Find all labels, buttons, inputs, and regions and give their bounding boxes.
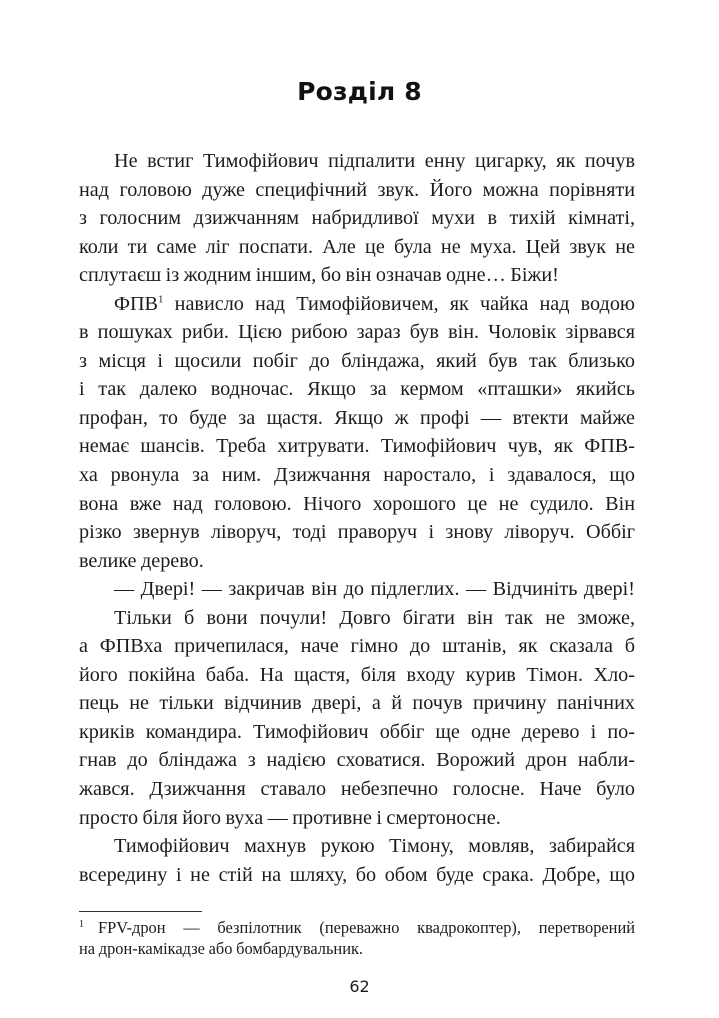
text-line: ха рвонула за ним. Дзижчання наростало, і здавалося, що (79, 464, 635, 487)
page-number: 62 (349, 977, 370, 997)
text-line: просто біля його вуха — противне і смертоносне. (79, 806, 501, 829)
text-line: коли ти саме ліг поспати. Але це була не муха. Цей звук не (79, 235, 635, 258)
text-line (79, 290, 635, 319)
text-line: і так далеко водночас. Якщо за кермом «пташки» якийсь (79, 378, 635, 401)
text-line: немає шансів. Треба хитрувати. Тимофійович чув, як ФПВ- (79, 435, 635, 458)
paragraph (79, 290, 635, 575)
text-line: його покійна баба. На щастя, біля входу курив Тімон. Хло- (79, 663, 635, 686)
text-line: вона вже над головою. Нічого хорошого це не судило. Він (79, 492, 635, 515)
paragraph (79, 832, 635, 889)
body-text (79, 147, 635, 889)
text-line: криків командира. Тимофійович оббіг ще одне дерево і по- (79, 720, 635, 743)
footnote-reference[interactable]: 1 (158, 293, 164, 305)
paragraph (79, 147, 635, 290)
text-line: гнав до бліндажа з надією сховатися. Ворожий дрон набли- (79, 749, 635, 772)
text-line: Не встиг Тимофійович підпалити енну цигарку, як почув (114, 150, 635, 172)
text-line: з голосним дзижчанням набридливої мухи в тихій кімнаті, (79, 207, 635, 230)
footnote-line: на дрон-камікадзе або бомбардувальник. (79, 939, 364, 959)
footnote-separator (79, 911, 202, 912)
text-line: пець не тільки відчинив двері, а й почув причину панічних (79, 692, 635, 715)
paragraph-lead: ФПВ (114, 292, 158, 315)
paragraph-dialogue (79, 575, 635, 604)
footnote (79, 917, 635, 959)
text-line-rest: нависло над Тимофійовичем, як чайка над водою (163, 292, 635, 315)
footnote-text: FPV-дрон — безпілотник (переважно квадрокоптер), перетворений (98, 918, 635, 938)
text-line: над головою дуже специфічний звук. Його можна порівняти (79, 178, 635, 201)
chapter-title: Розділ 8 (297, 77, 422, 106)
text-line: сплутаєш із жодним іншим, бо він означав одне… Біжи! (79, 264, 559, 287)
text-line: всередину і не стій на шляху, бо обом буде срака. Добре, що (79, 863, 635, 886)
paragraph (79, 604, 635, 832)
text-line: з місця і щосили побіг до бліндажа, який був так близько (79, 349, 635, 372)
text-line: різко звернув ліворуч, тоді праворуч і знову ліворуч. Оббіг (79, 521, 635, 544)
text-line: велике дерево. (79, 549, 204, 572)
text-line: а ФПВха причепилася, наче гімно до штанів, як сказала б (79, 635, 635, 658)
text-line: профан, то буде за щастя. Якщо ж профі — втекти майже (79, 406, 635, 429)
text-line: — Двері! — закричав він до підлеглих. — Відчиніть двері! (114, 578, 635, 601)
text-line: в пошуках риби. Цією рибою зараз був він. Чоловік зірвався (79, 321, 635, 344)
text-line: жався. Дзижчання ставало небезпечно голосне. Наче було (79, 778, 635, 801)
footnote-marker: 1 (79, 918, 84, 930)
footnote-line (79, 917, 635, 938)
text-line: Тільки б вони почули! Довго бігати він так не зможе, (114, 606, 635, 629)
text-line: Тимофійович махнув рукою Тімону, мовляв, забирайся (114, 835, 635, 858)
footnote-block (79, 911, 635, 959)
